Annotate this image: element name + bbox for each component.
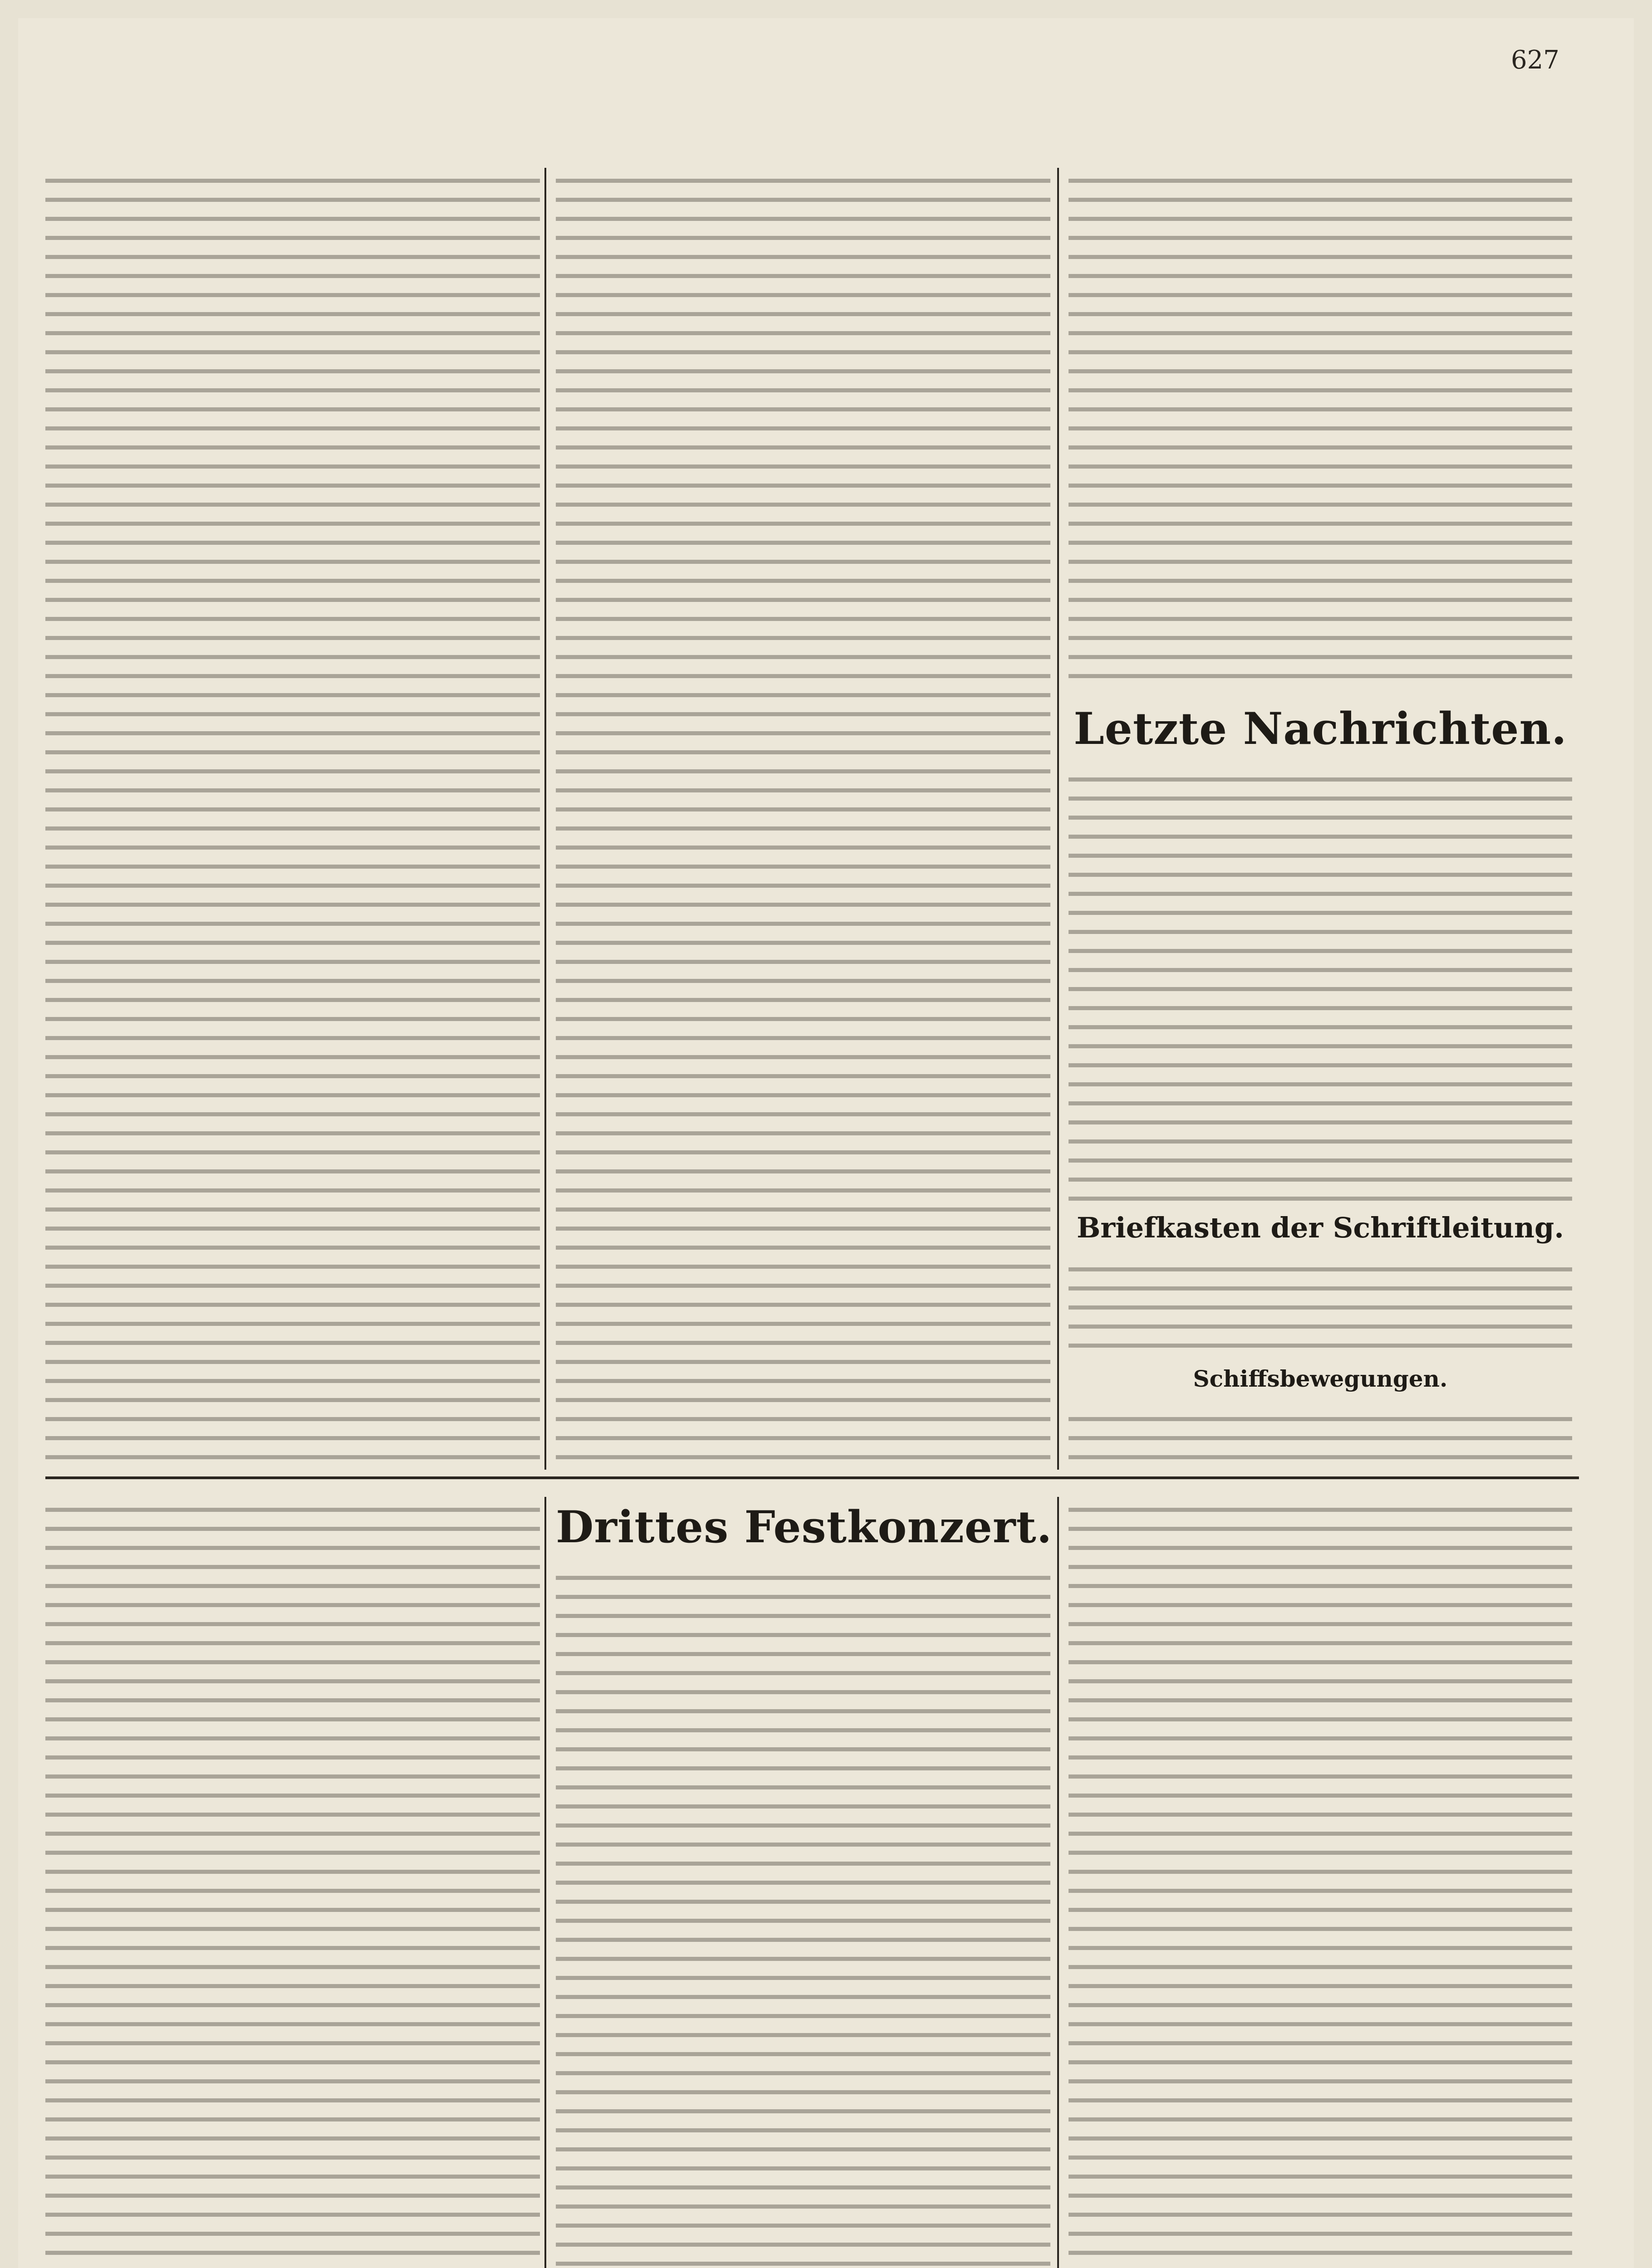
column-rule [544, 168, 546, 1470]
page-number: 627 [1511, 45, 1559, 75]
column-3-text-news [1069, 767, 1572, 1202]
section-heading-latest-news: Letzte Nachrichten. [1074, 703, 1567, 754]
column-rule [1057, 1497, 1059, 2268]
section-heading-third-festival-concert: Drittes Festkonzert. [556, 1501, 1053, 1553]
column-3-text-top [1069, 168, 1572, 689]
section-rule [45, 1476, 1579, 1479]
column-rule [1057, 168, 1059, 1470]
section-heading-editor-mailbox: Briefkasten der Schriftleitung. [1077, 1211, 1564, 1244]
column-3-text-shipping [1069, 1406, 1572, 1470]
section-heading-shipping-movements: Schiffsbewegungen. [1193, 1365, 1448, 1392]
lower-column-2-text [556, 1565, 1050, 2268]
upper-column-1-text [45, 168, 540, 1465]
upper-column-2-text [556, 168, 1050, 1465]
lower-column-2 [556, 1497, 1053, 2268]
newspaper-page [18, 18, 1634, 2268]
column-3-text-mailbox [1069, 1256, 1572, 1356]
lower-column-3-text [1069, 1497, 1572, 2268]
column-rule [544, 1497, 546, 2268]
lower-column-1-text [45, 1497, 540, 2268]
upper-column-3 [1069, 168, 1572, 1470]
